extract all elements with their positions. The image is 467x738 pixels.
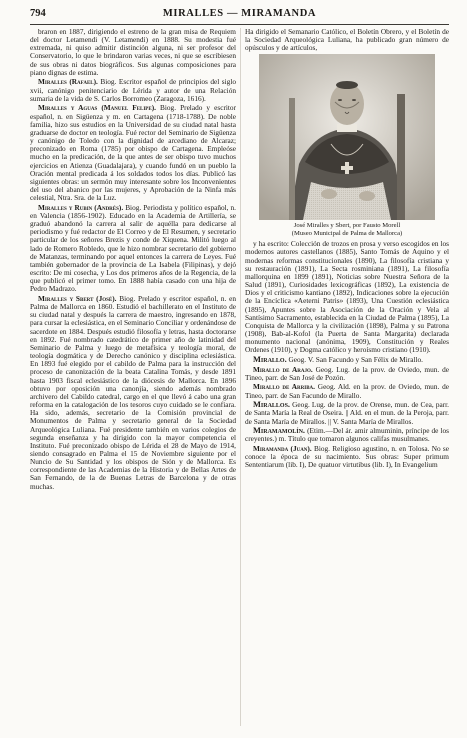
entry-headword: Mirallos. [253, 400, 291, 410]
dictionary-entry [245, 366, 449, 382]
entry-headword: Miramanda (Juan). [253, 444, 312, 454]
right-column-entries [245, 240, 449, 469]
dictionary-entry [245, 240, 449, 354]
portrait-caption [245, 222, 449, 237]
right-column [245, 28, 449, 726]
left-column [30, 28, 236, 726]
dictionary-entry [245, 383, 449, 399]
entry-text: Geog. Lug. de la prov. de Oviedo, mun. de Tineo, parr. de San José de Pozón. [245, 364, 449, 382]
caption-line-2: (Museo Municipal de Palma de Mallorca) [291, 229, 403, 237]
entry-text: Biog. Prelado y escritor español, n. en Sigüenza y m. en Cartagena (1718-1788). De noble familia, hizo sus estudios en la Universidad de su ciudad natal hasta graduarse de doctor en teología. Fué rector del Seminario de Sigüenza y canónigo de Toledo con la dignidad de arcediano de Alcaraz; preconizado en Roma (1785) por obispo de Cartagena. Empleóse mucho en la predicación, de la que antes de ser obispo tuvo muchos ejercicios en Atienza (Guadalajara), y cuando fundó en un pueblo la Oración mental predicada á los soldados todos los días. Publicó las siguientes obras: un sermón muy interesante sobre los Inconvenientes del uso del abanico por las mujeres, y Aprobación de la Ninfa más celestial, Ntra. Sra. de la Luz. [30, 103, 236, 203]
entry-text: y ha escrito: Colección de trozos en prosa y verso escogidos en los modernos autores castellanos (1885), Santo Tomás de Aquino y el modernas reformas constitucionales (1890), La filosofía cristiana y su restauración (1891), La Secta rosminiana (1891), La filosofía mallorquina en 1899 (1891), Noticias sobre Nuestra Señora de la Salud (1891), Curiosidades lexicográficas (1892), La existencia de Dios y el criticismo kantiano (1892), Indicaciones sobre la ejecución de la Encíclica «Aeterni Patris» (1893), Una Cuestión eclesiástica (1895), Apuntes sobre la Asociación de la Oración y Vela al Santísimo Sacramento, establecida en la Ciudad de Palma (1895), La Conquista de Mallorca y la civilización (1898), Palma y su Patrona (1908), Bab-al-Kofol (la Puerta de Santa Margarita) declarada monumento nacional (anónima, 1909), Constitución y Reales Ordenes (1910), y Dogma católico y heroísmo cristiano (1910). [245, 239, 449, 355]
entry-headword: Miralles y Aguas (Manuel Felipe). [38, 103, 156, 113]
entry-headword: Mirallo de Arajo. [253, 364, 313, 374]
entry-text: Biog. Escritor español de principios del siglo xvii, canónigo penitenciario de Lérida y autor de una Relación sumaria de la vida de S. Carlos Borromeo (Zaragoza, 1616). [30, 77, 236, 103]
dictionary-entry [245, 401, 449, 425]
entry-headword: Mirallo. [253, 354, 287, 364]
entry-text: Geog. Lug. de la prov. de Orense, mun. de Cea, parr. de Santa María la Real de Oseira. || Ald. en el mun. de la Peroja, parr. de Santa María de Mirallos. || V. Santa María de Mirallos. [245, 400, 449, 426]
dictionary-entry [30, 78, 236, 102]
caption-line-1: José Miralles y Sbert, por Fausto Morell [293, 222, 401, 230]
column-separator [240, 28, 241, 726]
entry-text: Biog. Religioso agustino, n. en Tolosa. No se conoce la época de su nacimiento. Sus obras: Super primum Sententiarum (lib. I), De quatuor virtutibus (lib. I), In Evangelium [245, 444, 449, 470]
entry-headword: Miramamolín. [253, 426, 305, 436]
dictionary-entry [245, 356, 449, 364]
dictionary-entry [245, 427, 449, 443]
dictionary-entry [30, 104, 236, 202]
running-head: MIRALLES — MIRAMANDA [162, 8, 317, 19]
header-rule [30, 24, 449, 25]
entry-headword: Mirallo de Arriba. [253, 382, 315, 392]
entry-text: Geog. Ald. en la prov. de Oviedo, mun. de Tineo, parr. de San Facundo de Mirallo. [245, 382, 449, 400]
entry-headword: Miralles (Rafael). [38, 77, 98, 87]
entry-text: braron en 1887, dirigiendo el estreno de la gran misa de Requiem del doctor Letamendi (V. Letamendi) en 1888. Su modestia fué extremada, ni quiso admitir distinción alguna, ni ser profesor del Conservatorio, lo que le brindaron varias veces, ni que se escribiesen de sus obras ni datos biográficos. Sus algunas composiciones para piano dignas de estima. [30, 28, 236, 77]
page-header [30, 8, 449, 22]
page-number: 794 [30, 8, 46, 19]
dictionary-entry [245, 445, 449, 469]
dictionary-entry [30, 295, 236, 491]
entry-text: Geog. V. San Facundo y San Félix de Mirallo. [288, 354, 424, 364]
entry-text: Biog. Periodista y político español, n. en Valencia (1856-1902). Educado en la Academia de Artillería, se graduó abandonó la carrera al salir de aquélla para dedicarse al periodismo y fué redactor de El Correo y de El Resumen, y secretario particular de los señores Brezis y conde de Xiquena. Militó luego al lado de Romero Robledo, que le hizo nombrar secretario del gobierno de Matanzas, terminando por aquel entonces la carrera de Leyes. Fué también gobernador de la provincia de La Isabela (Filipinas), y dejó escrito: De mi cosecha, y Los dos primeros años de la Regencia, de la que publicó el primer tomo. En 1888 había casado con una hija de Pedro Madrazo. [30, 202, 236, 294]
right-column-intro: Ha dirigido el Semanario Católico, el Boletín Obrero, y el Boletín de la Sociedad Arqueológica Luliana, ha publicado gran número de opúsculos y de artículos, [245, 28, 449, 53]
portrait-engraving [259, 54, 435, 220]
entry-headword: Miralles y Rubin (Andrés). [38, 202, 124, 212]
dictionary-entry [30, 28, 236, 77]
entry-text: (Etim.—Del ár. amir almuminin, príncipe de los creyentes.) m. Título que tomaron algunos califas musulmanes. [245, 426, 449, 444]
dictionary-entry [30, 204, 236, 294]
entry-headword: Miralles y Sbert (José). [38, 294, 117, 303]
entry-text: Biog. Prelado y escritor español, n. en Palma de Mallorca en 1860. Estudió el bachillerato en el Instituto de su ciudad natal y después la carrera de maestro, ingresando en 1878, para cursar la eclesiástica, en el Seminario Conciliar y ordenándose de sacerdote en 1884. Después estudió filosofía y letras, hasta doctorarse en 1892. Fué nombrado catedrático de primer año de latinidad del Seminario de Palma y luego de metafísica y teología moral, de teología dogmática y de Derecho canónico y disciplina eclesiástica. En 1893 fué elegido por el cabildo de Palma para la instrucción del proceso de canonización de la beata Catalina Tomás, y desde 1891 hasta 1903 fiscal eclesiástico de la diócesis de Mallorca. En 1896 obtuvo por oposición una canonjía, siendo además nombrado archivero del Cabildo catedral, cargo en el que llevó á cabo una gran reforma en la catalogación de los tesoros cuyo cuidado se le confiara. Ha sido, además, secretario de la Comisión provincial de Monumentos de Palma y secretario general de la Sociedad Arqueológica Luliana. Fué presidente también en varios colegios de segunda enseñanza y ha dirigido con la mayor competencia el Instituto. Fué preconizado obispo de Lérida el 28 de Mayo de 1914, siendo consagrado en Palma el 15 de Noviembre siguiente por el Nuncio de Su Santidad y los obispos de Sión y de Mallorca. Es correspondiente de las Academias de la Historia y de Bellas Artes de San Fernando, de la de Buenas Letras de Barcelona y de otras muchas. [30, 294, 236, 491]
